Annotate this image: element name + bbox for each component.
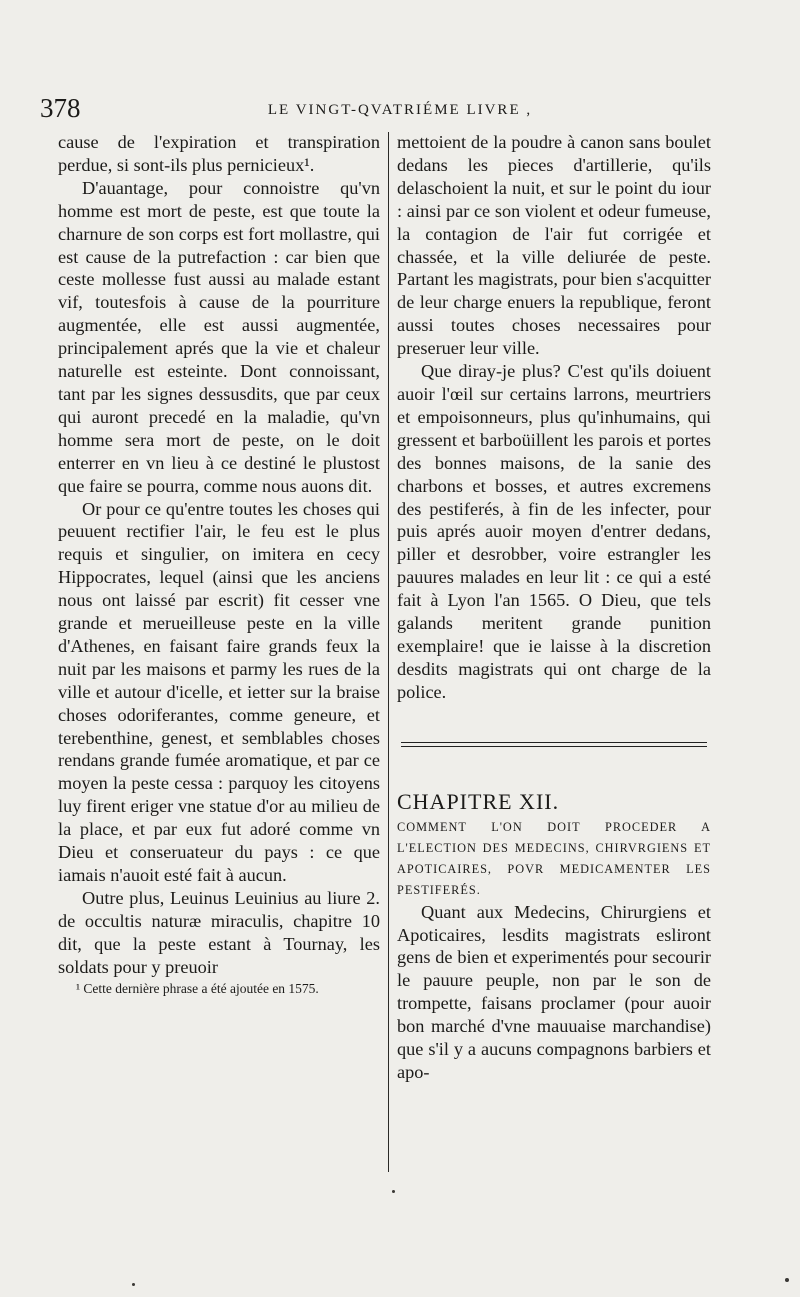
right-column: [397, 131, 711, 1084]
ink-speck: [392, 1190, 395, 1193]
paragraph: mettoient de la poudre à canon sans boulet dedans les pieces d'artillerie, qu'ils delaschoient la nuit, et sur le point du iour : ainsi par ce son violent et odeur fumeuse, la contagion de l'air fut corrigée et chassée, et la ville deliurée de peste. Partant les magistrats, pour bien s'acquitter de leur charge enuers la republique, feront aussi toutes choses necessaires pour preseruer leur ville.: [397, 132, 711, 359]
running-title: LE VINGT-QVATRIÉME LIVRE ,: [267, 102, 533, 118]
chapter-title: CHAPITRE XII.: [397, 788, 560, 814]
paragraph: cause de l'expiration et transpiration perdue, si sont-ils plus pernicieux¹.: [58, 132, 380, 175]
paragraph: Que diray-je plus? C'est qu'ils doiuent auoir l'œil sur certains larrons, meurtriers et empoisonneurs, plus qu'inhumains, qui gressent et barboüillent les parois et portes des bonnes maisons, de la sanie des charbons et bosses, et autres excremens des pestiferés, à fin de les infecter, pour puis aprés auoir moyen d'entrer dedans, piller et desrobber, voire estrangler les pauures malades en leur lit : ce qui a esté fait à Lyon l'an 1565. O Dieu, que tels galands meritent grande punition exemplaire! que ie laisse à la discretion desdits magistrats qui ont charge de la police.: [397, 361, 711, 702]
ink-speck: [785, 1278, 789, 1282]
page-number: 378: [40, 93, 81, 123]
chapter-body: Quant aux Medecins, Chirurgiens et Apoticaires, lesdits magistrats esliront gens de bien et experimentés pour secourir le pauure peuple, non par le son de trompette, faisans proclamer (pour auoir bon marché d'vne mauuaise marchandise) que s'il y a aucuns compagnons barbiers et apo-: [397, 901, 711, 1082]
section-rule: [401, 742, 707, 747]
footnote: ¹ Cette dernière phrase a été ajoutée en 1575.: [76, 980, 319, 996]
ink-speck: [132, 1283, 135, 1286]
chapter-subtitle: COMMENT L'ON DOIT PROCEDER A L'ELECTION DES MEDECINS, CHIRVRGIENS ET APOTICAIRES, POVR MEDICAMENTER LES PESTIFERÉS.: [397, 819, 711, 897]
column-divider: [388, 132, 389, 1172]
paragraph: D'auantage, pour connoistre qu'vn homme est mort de peste, est que toute la charnure de son corps est fort mollastre, qui est cause de la putrefaction : car bien que ceste mollesse fust aussi au malade estant vif, toutesfois à cause de la pourriture augmentée, elle est aussi augmentée, principalement aprés que la vie et chaleur naturelle est esteinte. Dont connoissant, tant par les signes dessusdits, que par ceux qui auront precedé en la maladie, qu'vn homme sera mort de peste, on le doit enterrer en vn lieu à ce destiné le plustost que faire se pourra, comme nous auons dit.: [58, 177, 380, 496]
page-header: [40, 92, 720, 124]
paragraph: Or pour ce qu'entre toutes les choses qui peuuent rectifier l'air, le feu est le plus requis et singulier, on imitera en cecy Hippocrates, lequel (ainsi que les anciens nous ont laissé par escrit) fit cesser vne grande et merueilleuse peste en la ville d'Athenes, en faisant faire grands feux la nuit par les maisons et parmy les rues de la ville et autour d'icelle, et ietter sur la braise choses odoriferantes, comme geneure, et terebenthine, genest, et semblables choses rendans grande fumée aromatique, et par ce moyen la peste cessa : parquoy les citoyens luy firent eriger vne statue d'or au milieu de la place, et par eux fut adoré comme vn Dieu et conseruateur du pays : ce que iamais n'auoit esté fait à aucun.: [58, 498, 380, 885]
left-column: [58, 131, 380, 998]
paragraph: Outre plus, Leuinus Leuinius au liure 2. de occultis naturæ miraculis, chapitre 10 dit, que la peste estant à Tournay, les soldats pour y preuoir: [58, 887, 380, 977]
